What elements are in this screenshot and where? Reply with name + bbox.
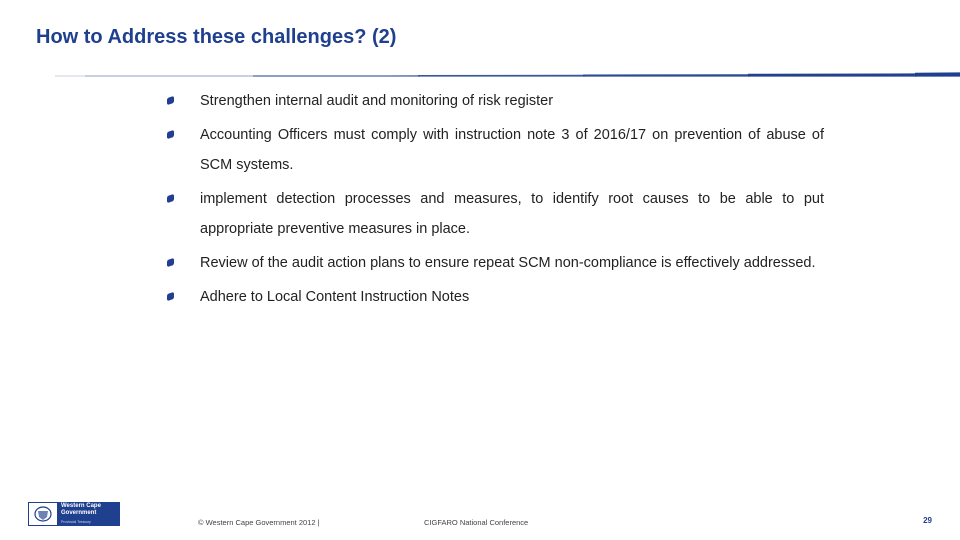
page-number: 29 <box>923 516 932 525</box>
title-divider <box>55 60 960 80</box>
slide-title: How to Address these challenges? (2) <box>36 26 397 48</box>
logo-label-box <box>58 502 120 526</box>
footer-conference: CIGFARO National Conference <box>424 518 529 527</box>
bullet-text: implement detection processes and measures, to identify root causes to be able to put appropriate preventive measures in place. <box>200 191 824 237</box>
coat-of-arms-icon <box>28 502 58 526</box>
bullet-text: Accounting Officers must comply with instruction note 3 of 2016/17 on prevention of abuse of SCM systems. <box>200 127 824 173</box>
bullet-item <box>164 248 824 278</box>
bullet-list <box>164 86 824 316</box>
logo-text: Western Cape Government <box>61 503 101 516</box>
logo-subtext: Provincial Treasury <box>61 520 91 524</box>
bullet-text: Adhere to Local Content Instruction Notes <box>200 289 470 305</box>
bullet-item <box>164 120 824 180</box>
western-cape-logo <box>28 502 120 526</box>
bullet-icon <box>167 130 174 139</box>
bullet-icon <box>167 258 174 267</box>
bullet-item <box>164 282 824 312</box>
bullet-item <box>164 86 824 116</box>
footer-copyright: © Western Cape Government 2012 | <box>198 518 320 527</box>
bullet-text: Review of the audit action plans to ensure repeat SCM non-compliance is effectively addressed. <box>200 255 816 271</box>
bullet-icon <box>167 194 174 203</box>
bullet-icon <box>167 96 174 105</box>
bullet-item <box>164 184 824 244</box>
bullet-text: Strengthen internal audit and monitoring of risk register <box>200 93 554 109</box>
bullet-icon <box>167 292 174 301</box>
